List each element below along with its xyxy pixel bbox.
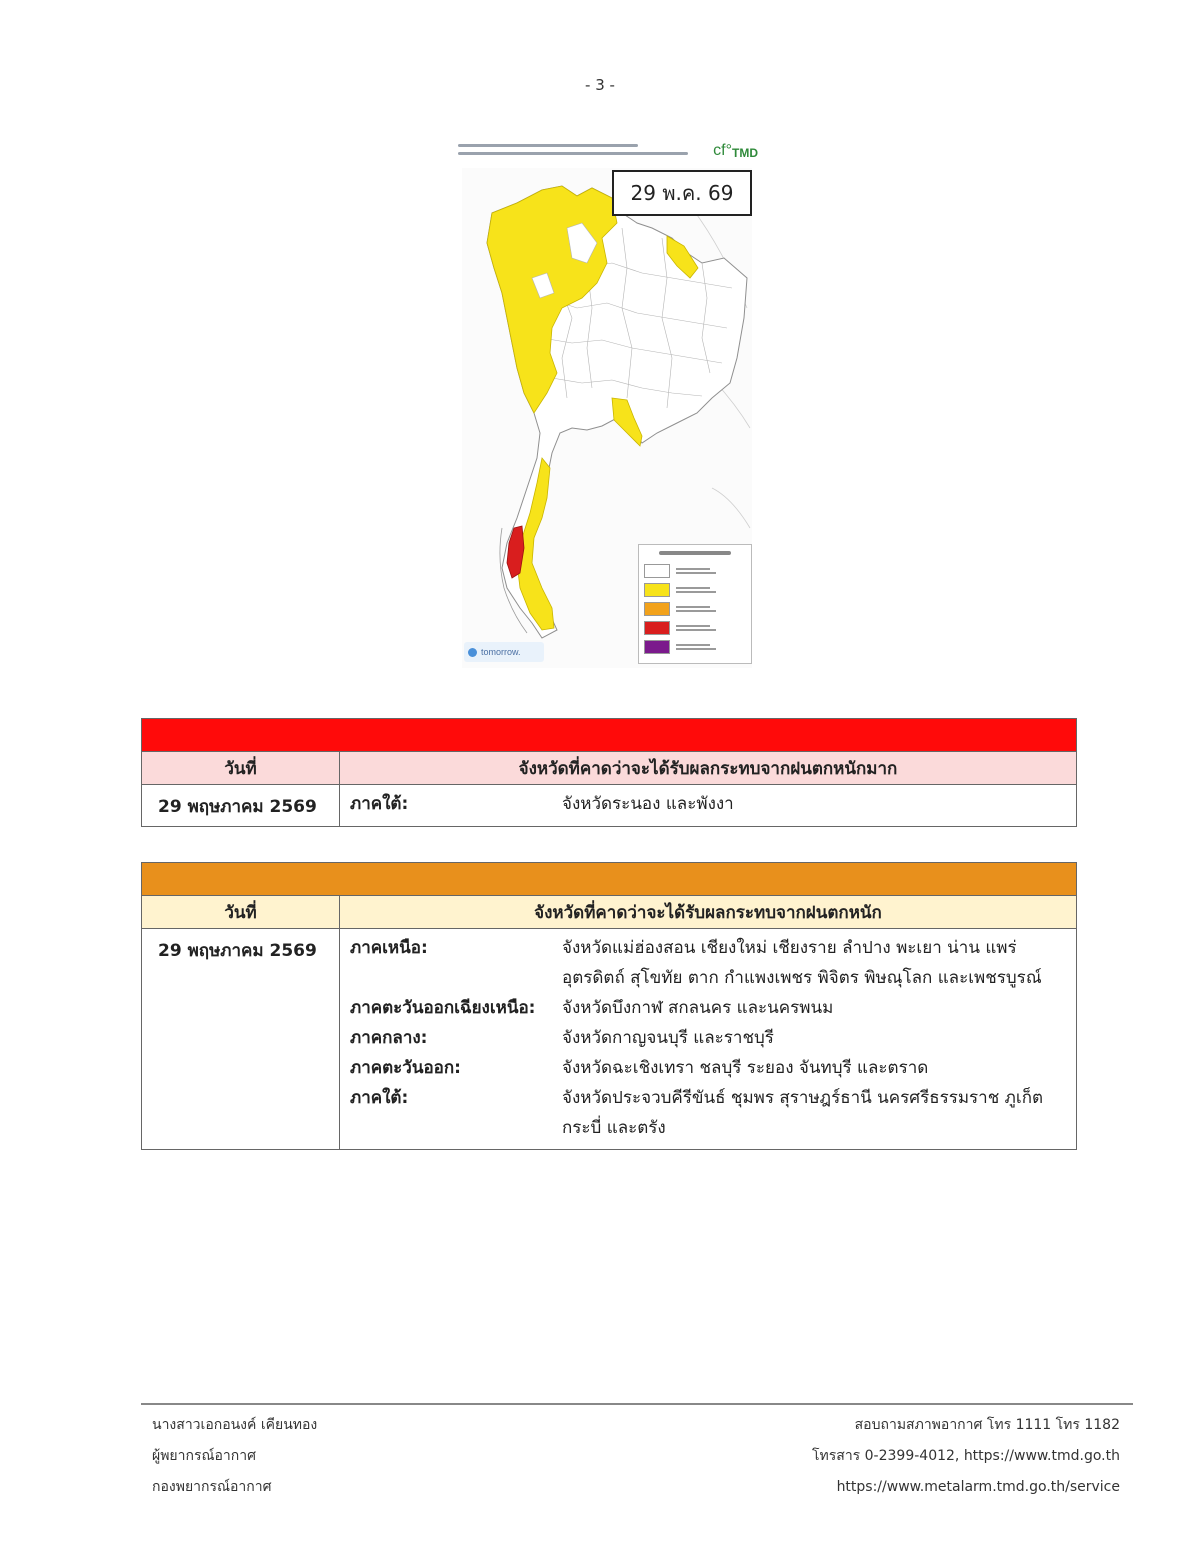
page-number: - 3 - [585,76,615,94]
footer-contact [812,1410,1120,1503]
table-row [142,929,1076,1149]
cf-logo-icon: cf° [713,142,732,159]
legend-swatch-light [644,564,670,578]
map-header-placeholder [458,144,698,166]
contact-fax-website[interactable]: โทรสาร 0-2399-4012, https://www.tmd.go.th [812,1448,1120,1464]
region-row [350,789,1076,819]
footer-forecaster [152,1410,317,1503]
legend-title-placeholder [659,551,731,555]
region-row [350,1023,1076,1053]
region-label: ภาคตะวันออก: [350,1058,461,1078]
legend-swatch-red [644,621,670,635]
region-provinces: จังหวัดระนอง และพังงา [562,794,734,814]
footer-divider [141,1403,1133,1405]
map-legend [638,544,752,664]
tmd-logo: TMD [732,146,758,160]
region-provinces: จังหวัดแม่ฮ่องสอน เชียงใหม่ เชียงราย ลำปาง พะเยา น่าน แพร่ อุตรดิตถ์ สุโขทัย ตาก กำแพงเพชร พิจิตร พิษณุโลก และเพชรบูรณ์ [562,938,1042,988]
header-date: วันที่ [142,896,340,928]
legend-row-heavy [639,580,751,599]
legend-swatch-purple [644,640,670,654]
region-label: ภาคใต้: [350,1088,409,1108]
region-label: ภาคตะวันออกเฉียงเหนือ: [350,998,536,1018]
forecaster-division: กองพยากรณ์อากาศ [152,1479,272,1495]
very-heavy-rain-header [142,751,1076,785]
region-row [350,1053,1076,1083]
legend-row-heavy-2 [639,599,751,618]
header-date: วันที่ [142,752,340,784]
contact-service-link[interactable]: https://www.metalarm.tmd.go.th/service [836,1479,1120,1495]
region-label: ภาคกลาง: [350,1028,428,1048]
forecaster-name: นางสาวเอกอนงค์ เคียนทอง [152,1417,318,1433]
table-row [142,785,1076,826]
legend-row-very-heavy [639,618,751,637]
heavy-rain-table [141,862,1077,1150]
region-label: ภาคเหนือ: [350,938,428,958]
row-date: 29 พฤษภาคม 2569 [142,929,340,1149]
legend-row-extreme [639,637,751,656]
region-label: ภาคใต้: [350,794,409,814]
very-heavy-rain-color-bar [142,719,1076,751]
row-date: 29 พฤษภาคม 2569 [142,785,340,826]
very-heavy-rain-table [141,718,1077,827]
region-row [350,993,1076,1023]
heavy-rain-header [142,895,1076,929]
contact-phone: สอบถามสภาพอากาศ โทร 1111 โทร 1182 [854,1417,1120,1433]
region-row [350,933,1076,993]
tomorrow-badge: tomorrow. [464,642,544,662]
header-provinces: จังหวัดที่คาดว่าจะได้รับผลกระทบจากฝนตกหนักมาก [518,758,898,779]
legend-swatch-orange [644,602,670,616]
legend-row-light [639,561,751,580]
legend-swatch-heavy [644,583,670,597]
region-row [350,1083,1076,1143]
forecaster-title: ผู้พยากรณ์อากาศ [152,1448,256,1464]
region-provinces: จังหวัดฉะเชิงเทรา ชลบุรี ระยอง จันทบุรี และตราด [562,1058,929,1078]
heavy-rain-color-bar [142,863,1076,895]
region-provinces: จังหวัดกาญจนบุรี และราชบุรี [562,1028,774,1048]
tomorrow-logo-icon [468,648,477,657]
region-provinces: จังหวัดประจวบคีรีขันธ์ ชุมพร สุราษฎร์ธานี นครศรีธรรมราช ภูเก็ต กระบี่ และตรัง [562,1088,1044,1138]
map-date-label: 29 พ.ค. 69 [612,170,752,216]
header-provinces: จังหวัดที่คาดว่าจะได้รับผลกระทบจากฝนตกหนัก [534,902,882,923]
rainfall-forecast-map [452,138,762,668]
region-provinces: จังหวัดบึงกาฬ สกลนคร และนครพนม [562,998,834,1018]
